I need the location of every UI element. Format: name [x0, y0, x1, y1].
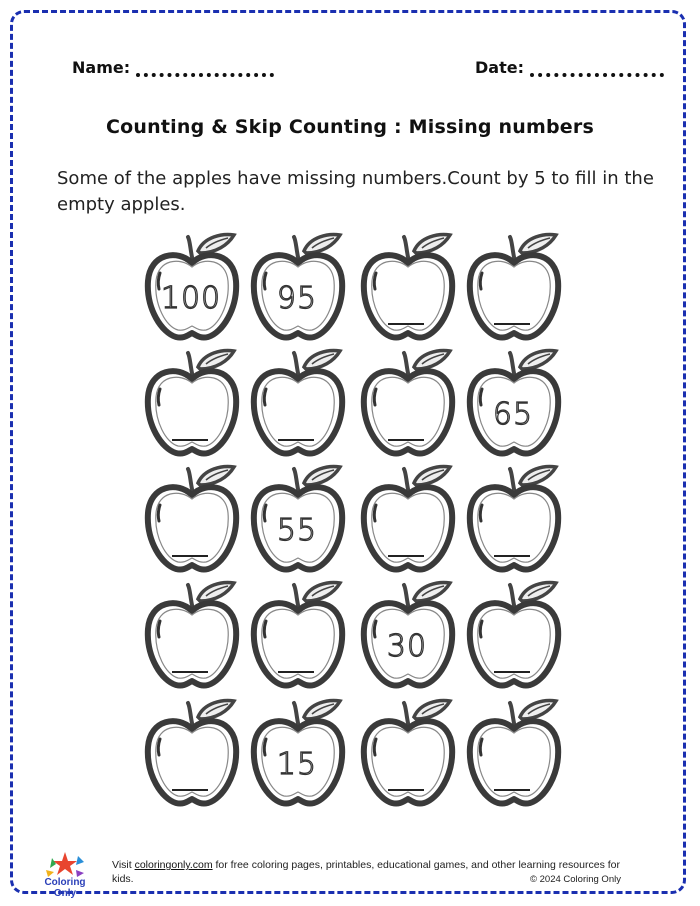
answer-blank[interactable] — [388, 439, 424, 441]
name-line[interactable] — [136, 65, 274, 77]
apple-outline-icon — [462, 231, 566, 345]
apple-3-1[interactable] — [140, 463, 244, 577]
apple-outline-icon — [246, 579, 350, 693]
apple-outline-icon — [462, 579, 566, 693]
apple-outline-icon — [356, 347, 460, 461]
apple-4-1[interactable] — [140, 579, 244, 693]
apple-outline-icon — [462, 697, 566, 811]
date-label: Date: — [475, 58, 524, 77]
apple-outline-icon — [246, 347, 350, 461]
answer-blank[interactable] — [494, 671, 530, 673]
answer-blank[interactable] — [494, 555, 530, 557]
apple-outline-icon — [140, 463, 244, 577]
apple-5-2 — [246, 697, 350, 811]
apple-4-2[interactable] — [246, 579, 350, 693]
answer-blank[interactable] — [388, 789, 424, 791]
copyright: © 2024 Coloring Only — [530, 874, 621, 885]
answer-blank[interactable] — [388, 555, 424, 557]
apple-outline-icon — [356, 697, 460, 811]
worksheet-title: Counting & Skip Counting : Missing numbers — [106, 116, 594, 138]
brand-name: Coloring Only — [44, 877, 86, 899]
apple-1-3[interactable] — [356, 231, 460, 345]
apple-2-4 — [462, 347, 566, 461]
date-field — [475, 58, 664, 77]
answer-blank[interactable] — [278, 439, 314, 441]
apple-2-2[interactable] — [246, 347, 350, 461]
apple-4-3 — [356, 579, 460, 693]
name-field — [72, 58, 274, 77]
apple-1-1 — [140, 231, 244, 345]
apple-2-1[interactable] — [140, 347, 244, 461]
apple-number: 30 — [386, 629, 428, 664]
apple-outline-icon — [356, 463, 460, 577]
apple-number: 95 — [276, 281, 318, 316]
apple-3-2 — [246, 463, 350, 577]
apple-3-3[interactable] — [356, 463, 460, 577]
answer-blank[interactable] — [388, 323, 424, 325]
apple-outline-icon — [462, 463, 566, 577]
apple-grid — [128, 225, 576, 825]
instructions: Some of the apples have missing numbers.Count by 5 to fill in the empty apples. — [57, 168, 654, 215]
apple-1-4[interactable] — [462, 231, 566, 345]
answer-blank[interactable] — [172, 671, 208, 673]
star-logo-icon — [32, 850, 98, 880]
footer-suffix: for free coloring pages, printables, educational games, and other learning resources for kids. — [112, 859, 620, 885]
apple-outline-icon — [140, 697, 244, 811]
apple-outline-icon — [140, 347, 244, 461]
answer-blank[interactable] — [172, 439, 208, 441]
answer-blank[interactable] — [494, 323, 530, 325]
apple-outline-icon — [356, 231, 460, 345]
apple-number: 15 — [276, 747, 318, 782]
apple-outline-icon — [140, 579, 244, 693]
answer-blank[interactable] — [278, 671, 314, 673]
apple-5-1[interactable] — [140, 697, 244, 811]
apple-number: 65 — [492, 397, 534, 432]
apple-5-4[interactable] — [462, 697, 566, 811]
apple-number: 55 — [276, 513, 318, 548]
apple-5-3[interactable] — [356, 697, 460, 811]
name-label: Name: — [72, 58, 131, 77]
answer-blank[interactable] — [494, 789, 530, 791]
footer-prefix: Visit — [112, 859, 135, 871]
coloring-only-logo — [32, 850, 98, 899]
answer-blank[interactable] — [172, 555, 208, 557]
apple-2-3[interactable] — [356, 347, 460, 461]
date-line[interactable] — [530, 65, 664, 77]
apple-number: 100 — [160, 281, 222, 316]
apple-1-2 — [246, 231, 350, 345]
answer-blank[interactable] — [172, 789, 208, 791]
site-link[interactable]: coloringonly.com — [134, 859, 213, 871]
apple-4-4[interactable] — [462, 579, 566, 693]
apple-3-4[interactable] — [462, 463, 566, 577]
